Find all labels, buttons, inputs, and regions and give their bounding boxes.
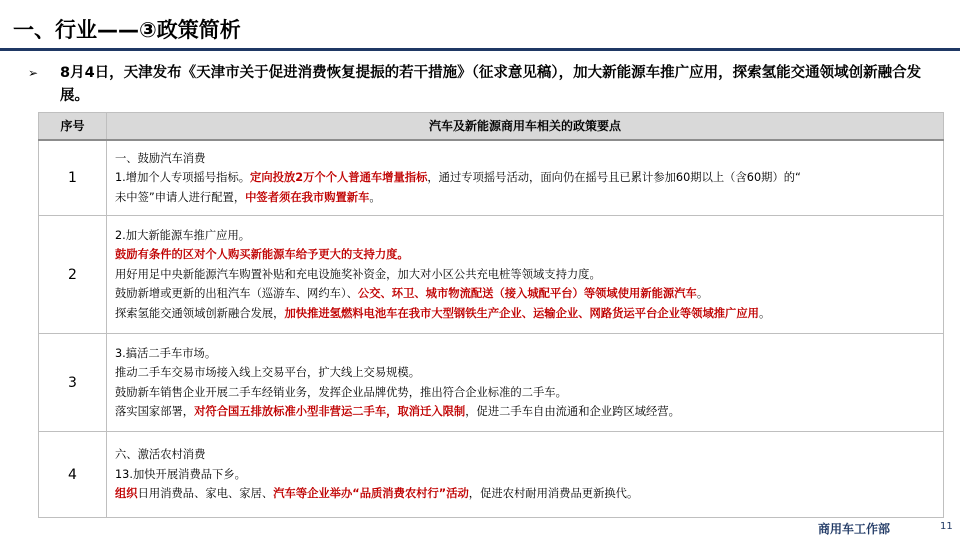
content-text: 推动二手车交易市场接入线上交易平台，扩大线上交易规模。: [115, 366, 421, 379]
content-text: ，通过专项摇号活动，面向仍在摇号且已累计参加60期以上（含60期）的“: [427, 171, 801, 184]
content-line: [115, 188, 935, 208]
content-text: 鼓励新增或更新的出租汽车（巡游车、网约车）、: [115, 287, 358, 301]
content-line: [115, 284, 935, 304]
content-text: 鼓励新车销售企业开展二手车经销业务，发挥企业品牌优势，推出符合企业标准的二手车。: [115, 385, 567, 399]
table-row: [39, 334, 944, 432]
intro-paragraph: [28, 62, 948, 108]
content-line: [115, 168, 935, 188]
table-header-row: [39, 113, 944, 140]
content-line: [115, 344, 935, 364]
content-line: [115, 149, 935, 169]
highlighted-text: 定向投放2万个个人普通车增量指标: [250, 171, 428, 184]
content-line: [115, 465, 935, 485]
content-text: 探索氢能交通领域创新融合发展，: [115, 306, 285, 320]
table-row: [39, 432, 944, 518]
content-line: [115, 363, 935, 383]
header-content: 汽车及新能源商用车相关的政策要点: [107, 113, 944, 140]
table-row: [39, 140, 944, 216]
slide-title: 一、行业——③政策简析: [13, 18, 241, 42]
content-line: [115, 383, 935, 403]
row-content: [107, 140, 944, 216]
content-text: 日用消费品、家电、家居、: [137, 487, 274, 501]
content-text: 。: [696, 287, 709, 301]
row-number: 1: [39, 140, 107, 216]
content-text: 未中签”申请人进行配置，: [115, 190, 246, 204]
content-text: 13.加快开展消费品下乡。: [115, 467, 246, 481]
row-content: [107, 216, 944, 334]
content-text: 2.加大新能源车推广应用。: [115, 228, 251, 242]
row-number: 2: [39, 216, 107, 334]
highlighted-text: 鼓励有条件的区对个人购买新能源车给予更大的支持力度。: [115, 248, 409, 262]
content-line: [115, 226, 935, 246]
highlighted-text: 组织: [115, 487, 138, 501]
row-content: [107, 334, 944, 432]
highlighted-text: 对符合国五排放标准小型非营运二手车，取消迁入限制: [194, 405, 466, 418]
table-row: [39, 216, 944, 334]
content-text: 用好用足中央新能源汽车购置补贴和充电设施奖补资金，加大对小区公共充电桩等领域支持力度。: [115, 267, 601, 281]
content-line: [115, 402, 935, 422]
content-text: 落实国家部署，: [115, 405, 195, 418]
header-num: 序号: [39, 113, 107, 140]
content-line: [115, 445, 935, 465]
header-divider: [0, 48, 960, 51]
highlighted-text: 中签者须在我市购置新车: [245, 190, 370, 204]
intro-text: 8月4日，天津发布《天津市关于促进消费恢复提振的若干措施》（征求意见稿），加大新能源车推广应用，探索氢能交通领域创新融合发展。: [60, 65, 922, 104]
row-content: [107, 432, 944, 518]
content-text: 。: [369, 190, 381, 204]
content-line: [115, 265, 935, 285]
content-line: [115, 304, 935, 324]
highlighted-text: 汽车等企业举办“品质消费农村行”活动: [273, 487, 469, 501]
content-text: 。: [758, 306, 771, 320]
content-text: ，促进农村耐用消费品更新换代。: [468, 487, 639, 501]
page-number: 11: [940, 521, 953, 532]
content-line: [115, 484, 935, 504]
highlighted-text: 加快推进氢燃料电池车在我市大型钢铁生产企业、运输企业、网路货运平台企业等领域推广应用: [284, 306, 759, 320]
content-line: [115, 245, 935, 265]
content-text: 六、激活农村消费: [115, 448, 206, 462]
slide-header: [0, 0, 960, 52]
content-text: 1.增加个人专项摇号指标。: [115, 171, 251, 184]
content-text: 一、鼓励汽车消费: [115, 151, 206, 165]
content-text: 3.搞活二手车市场。: [115, 346, 217, 360]
highlighted-text: 公交、环卫、城市物流配送（接入城配平台）等领域使用新能源汽车: [357, 287, 697, 301]
row-number: 3: [39, 334, 107, 432]
footer-brand: 商用车工作部: [818, 522, 891, 536]
policy-table: [38, 112, 944, 518]
content-text: ，促进二手车自由流通和企业跨区域经营。: [465, 405, 680, 418]
row-number: 4: [39, 432, 107, 518]
arrow-bullet-icon: ➢: [28, 66, 39, 80]
